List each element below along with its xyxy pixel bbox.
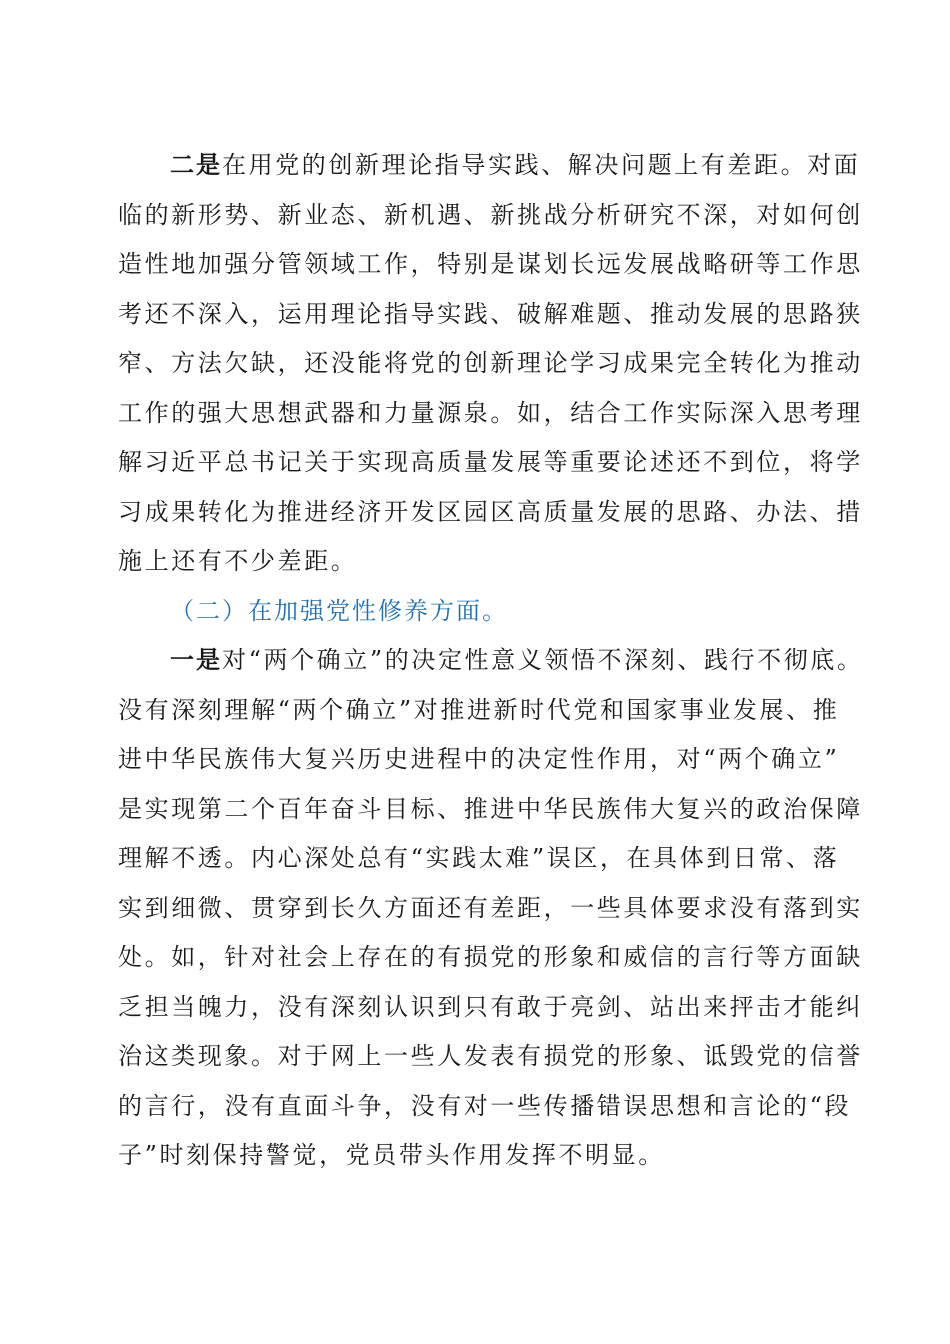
paragraph-1-line-2: 临的新形势、新业态、新机遇、新挑战分析研究不深，对如何创 — [118, 200, 863, 229]
paragraph-1-line-5: 窄、方法欠缺，还没能将党的创新理论学习成果完全转化为推动 — [118, 349, 863, 377]
paragraph-1-line-9: 施上还有不少差距。 — [118, 547, 358, 575]
paragraph-2-line-5: 理解不透。内心深处总有“实践太难”误区，在具体到日常、落 — [118, 844, 840, 872]
document-body — [118, 141, 864, 1181]
paragraph-2-text: 对“两个确立”的决定性意义领悟不深刻、践行不彻底。 — [222, 646, 864, 674]
paragraph-1-line-1 — [118, 141, 861, 191]
paragraph-2-line-6: 实到细微、贯穿到长久方面还有差距，一些具体要求没有落到实 — [118, 893, 863, 922]
paragraph-2-line-1 — [118, 636, 864, 686]
paragraph-1-line-7: 解习近平总书记关于实现高质量发展等重要论述还不到位，将学 — [118, 448, 863, 476]
paragraph-2-line-10: 的言行，没有直面斗争，没有对一些传播错误思想和言论的“段 — [118, 1091, 852, 1120]
paragraph-2-line-2: 没有深刻理解“两个确立”对推进新时代党和国家事业发展、推 — [118, 695, 840, 724]
paragraph-2-lead: 一是 — [170, 646, 222, 674]
paragraph-1-line-6: 工作的强大思想武器和力量源泉。如，结合工作实际深入思考理 — [118, 398, 863, 427]
paragraph-1-text: 在用党的创新理论指导实践、解决问题上有差距。对面 — [222, 151, 861, 179]
paragraph-2-line-11: 子”时刻保持警觉，党员带头作用发挥不明显。 — [118, 1141, 665, 1169]
paragraph-2-line-8: 乏担当魄力，没有深刻认识到只有敢于亮剑、站出来抨击才能纠 — [118, 992, 863, 1021]
paragraph-1-line-8: 习成果转化为推进经济开发区园区高质量发展的思路、办法、措 — [118, 497, 863, 526]
paragraph-1-line-4: 考还不深入，运用理论指导实践、破解难题、推动发展的思路狭 — [118, 299, 863, 328]
section-heading: （二）在加强党性修养方面。 — [170, 596, 508, 625]
paragraph-1-line-3: 造性地加强分管领域工作，特别是谋划长远发展战略研等工作思 — [118, 250, 863, 278]
paragraph-2-line-9: 治这类现象。对于网上一些人发表有损党的形象、诋毁党的信誉 — [118, 1042, 863, 1070]
paragraph-1-lead: 二是 — [170, 151, 222, 179]
paragraph-2-line-3: 进中华民族伟大复兴历史进程中的决定性作用，对“两个确立” — [118, 745, 840, 773]
paragraph-2-line-7: 处。如，针对社会上存在的有损党的形象和威信的言行等方面缺 — [118, 943, 863, 971]
paragraph-2-line-4: 是实现第二个百年奋斗目标、推进中华民族伟大复兴的政治保障 — [118, 794, 863, 823]
